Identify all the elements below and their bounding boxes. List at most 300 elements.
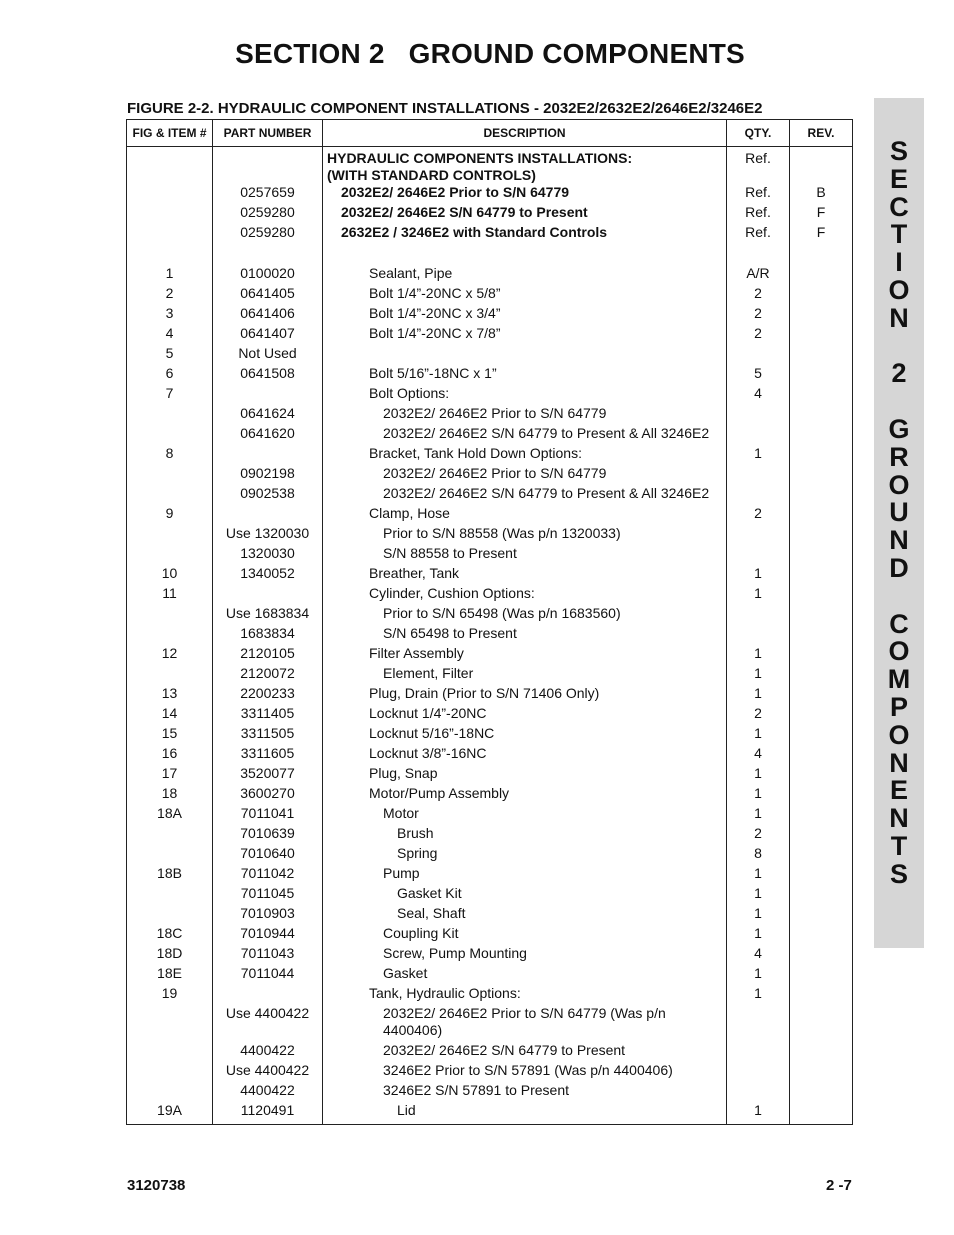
description-cell: Plug, Snap: [323, 765, 727, 785]
fig-item-cell: 18C: [127, 925, 213, 945]
qty-cell: 4: [727, 945, 790, 965]
part-number-cell: 0641620: [213, 425, 323, 445]
description-cell: 2032E2/ 2646E2 S/N 64779 to Present & All 3246E2: [323, 485, 727, 505]
description-cell: Clamp, Hose: [323, 505, 727, 525]
table-row: [127, 265, 853, 285]
part-number-cell: 1320030: [213, 545, 323, 565]
qty-cell: [727, 1062, 790, 1082]
part-number-cell: 7010903: [213, 905, 323, 925]
table-row: [127, 1102, 853, 1124]
fig-item-cell: [127, 224, 213, 265]
fig-item-cell: [127, 405, 213, 425]
fig-item-cell: 6: [127, 365, 213, 385]
description-cell: Tank, Hydraulic Options:: [323, 985, 727, 1005]
rev-cell: [790, 805, 853, 825]
fig-item-cell: [127, 525, 213, 545]
side-tab-letter: D: [889, 552, 909, 583]
rev-cell: [790, 1005, 853, 1042]
header-rev: REV.: [790, 120, 853, 147]
qty-cell: 1: [727, 965, 790, 985]
side-tab-letter: E: [889, 775, 908, 806]
description-cell: Pump: [323, 865, 727, 885]
side-tab-letter: U: [889, 497, 909, 528]
side-tab-letter: I: [895, 247, 903, 278]
part-number-cell: 4400422: [213, 1042, 323, 1062]
table-row: [127, 505, 853, 525]
qty-cell: 1: [727, 685, 790, 705]
description-cell: Brush: [323, 825, 727, 845]
part-number-cell: 0902198: [213, 465, 323, 485]
rev-cell: [790, 365, 853, 385]
side-tab-letter: R: [889, 441, 909, 472]
part-number-cell: 7010640: [213, 845, 323, 865]
table-row: [127, 425, 853, 445]
table-row: [127, 805, 853, 825]
rev-cell: [790, 285, 853, 305]
fig-item-cell: [127, 1062, 213, 1082]
fig-item-cell: [127, 665, 213, 685]
rev-cell: [790, 325, 853, 345]
rev-cell: [790, 625, 853, 645]
fig-item-cell: 18E: [127, 965, 213, 985]
part-number-cell: 7011043: [213, 945, 323, 965]
qty-cell: 1: [727, 565, 790, 585]
description-cell: 3246E2 S/N 57891 to Present: [323, 1082, 727, 1102]
part-number-cell: [213, 585, 323, 605]
side-tab-letter: N: [889, 747, 909, 778]
table-row: [127, 204, 853, 224]
fig-item-cell: [127, 545, 213, 565]
table-row: [127, 645, 853, 665]
table-row: [127, 405, 853, 425]
description-cell: Locknut 1/4”-20NC: [323, 705, 727, 725]
table-row: [127, 465, 853, 485]
description-cell: Prior to S/N 88558 (Was p/n 1320033): [323, 525, 727, 545]
rev-cell: [790, 1042, 853, 1062]
rev-cell: F: [790, 224, 853, 265]
rev-cell: F: [790, 204, 853, 224]
rev-cell: [790, 705, 853, 725]
fig-item-cell: [127, 625, 213, 645]
side-tab-letter: P: [889, 691, 908, 722]
rev-cell: [790, 565, 853, 585]
table-row: [127, 545, 853, 565]
rev-cell: [790, 147, 853, 185]
table-row: [127, 945, 853, 965]
part-number-cell: 3311505: [213, 725, 323, 745]
part-number-cell: 1120491: [213, 1102, 323, 1124]
description-cell: Bolt 1/4”-20NC x 3/4”: [323, 305, 727, 325]
side-tab-letter: O: [888, 469, 910, 500]
fig-item-cell: [127, 605, 213, 625]
page-number: 2 -7: [826, 1177, 852, 1194]
rev-cell: [790, 665, 853, 685]
part-number-cell: 7010639: [213, 825, 323, 845]
part-number-cell: Use 1320030: [213, 525, 323, 545]
table-row: [127, 385, 853, 405]
qty-cell: 1: [727, 785, 790, 805]
rev-cell: [790, 965, 853, 985]
qty-cell: Ref.: [727, 224, 790, 265]
rev-cell: [790, 265, 853, 285]
header-part-number: PART NUMBER: [213, 120, 323, 147]
table-row: [127, 285, 853, 305]
side-tab-letters: [874, 138, 924, 889]
description-cell: S/N 88558 to Present: [323, 545, 727, 565]
fig-item-cell: [127, 425, 213, 445]
qty-cell: Ref.: [727, 204, 790, 224]
side-tab-letter: O: [888, 274, 910, 305]
qty-cell: 2: [727, 505, 790, 525]
table-row: [127, 445, 853, 465]
qty-cell: Ref.: [727, 184, 790, 204]
rev-cell: [790, 345, 853, 365]
rev-cell: [790, 645, 853, 665]
rev-cell: [790, 505, 853, 525]
part-number-cell: 7011044: [213, 965, 323, 985]
part-number-cell: 0641508: [213, 365, 323, 385]
description-cell: Sealant, Pipe: [323, 265, 727, 285]
part-number-cell: 3600270: [213, 785, 323, 805]
side-tab-letter: T: [890, 830, 908, 861]
qty-cell: 2: [727, 305, 790, 325]
part-number-cell: 1683834: [213, 625, 323, 645]
rev-cell: [790, 465, 853, 485]
side-tab-letter: E: [889, 163, 908, 194]
fig-item-cell: [127, 485, 213, 505]
side-tab-letter: G: [888, 413, 910, 444]
part-number-cell: 0257659: [213, 184, 323, 204]
rev-cell: [790, 545, 853, 565]
header-description: DESCRIPTION: [323, 120, 727, 147]
qty-cell: 5: [727, 365, 790, 385]
description-cell: 2032E2/ 2646E2 S/N 64779 to Present & All 3246E2: [323, 425, 727, 445]
table-row: [127, 865, 853, 885]
rev-cell: [790, 685, 853, 705]
part-number-cell: 7011042: [213, 865, 323, 885]
table-row: [127, 1062, 853, 1082]
part-number-cell: [213, 385, 323, 405]
side-tab-letter: S: [889, 136, 908, 166]
side-tab-letter: O: [888, 636, 910, 667]
fig-item-cell: 11: [127, 585, 213, 605]
fig-item-cell: 4: [127, 325, 213, 345]
part-number-cell: 0641405: [213, 285, 323, 305]
table-row: [127, 365, 853, 385]
rev-cell: [790, 425, 853, 445]
part-number-cell: 2120105: [213, 645, 323, 665]
rev-cell: [790, 605, 853, 625]
description-cell: Seal, Shaft: [323, 905, 727, 925]
description-cell: Gasket Kit: [323, 885, 727, 905]
part-number-cell: [213, 985, 323, 1005]
table-row: [127, 825, 853, 845]
qty-cell: 1: [727, 865, 790, 885]
table-row: [127, 685, 853, 705]
rev-cell: [790, 725, 853, 745]
part-number-cell: 1340052: [213, 565, 323, 585]
doc-number: 3120738: [127, 1177, 186, 1194]
fig-item-cell: 18D: [127, 945, 213, 965]
table-row: [127, 965, 853, 985]
description-cell: Motor: [323, 805, 727, 825]
table-row: [127, 885, 853, 905]
table-row: [127, 605, 853, 625]
part-number-cell: 0641406: [213, 305, 323, 325]
part-number-cell: 0100020: [213, 265, 323, 285]
qty-cell: 1: [727, 765, 790, 785]
table-row: [127, 1042, 853, 1062]
rev-cell: [790, 825, 853, 845]
qty-cell: [727, 405, 790, 425]
description-cell: [323, 345, 727, 365]
qty-cell: 1: [727, 805, 790, 825]
description-cell: Prior to S/N 65498 (Was p/n 1683560): [323, 605, 727, 625]
part-number-cell: 0902538: [213, 485, 323, 505]
qty-cell: 1: [727, 725, 790, 745]
side-tab-letter: N: [889, 803, 909, 834]
table-row: [127, 585, 853, 605]
fig-item-cell: 7: [127, 385, 213, 405]
rev-cell: [790, 385, 853, 405]
fig-item-cell: 2: [127, 285, 213, 305]
fig-item-cell: 16: [127, 745, 213, 765]
fig-item-cell: 1: [127, 265, 213, 285]
section-side-tab: [874, 98, 924, 948]
description-cell: Motor/Pump Assembly: [323, 785, 727, 805]
part-number-cell: [213, 505, 323, 525]
description-cell: Bolt 1/4”-20NC x 7/8”: [323, 325, 727, 345]
description-cell: Screw, Pump Mounting: [323, 945, 727, 965]
table-row: [127, 565, 853, 585]
side-tab-letter: N: [889, 525, 909, 556]
description-cell: Cylinder, Cushion Options:: [323, 585, 727, 605]
part-number-cell: 0259280: [213, 224, 323, 265]
qty-cell: A/R: [727, 265, 790, 285]
table-row: [127, 785, 853, 805]
qty-cell: [727, 625, 790, 645]
part-number-cell: 2120072: [213, 665, 323, 685]
table-row: [127, 1082, 853, 1102]
parts-table: [126, 119, 853, 1125]
table-row: [127, 985, 853, 1005]
part-number-cell: 0641624: [213, 405, 323, 425]
qty-cell: 1: [727, 905, 790, 925]
description-cell: Bracket, Tank Hold Down Options:: [323, 445, 727, 465]
table-row: [127, 925, 853, 945]
part-number-cell: Use 4400422: [213, 1062, 323, 1082]
fig-item-cell: 19: [127, 985, 213, 1005]
description-cell: Locknut 5/16”-18NC: [323, 725, 727, 745]
description-cell: 2032E2/ 2646E2 Prior to S/N 64779: [323, 465, 727, 485]
table-row: [127, 485, 853, 505]
rev-cell: [790, 845, 853, 865]
side-tab-letter: 2: [891, 358, 907, 389]
fig-item-cell: 19A: [127, 1102, 213, 1124]
table-row: [127, 325, 853, 345]
fig-item-cell: [127, 184, 213, 204]
table-row: [127, 224, 853, 265]
qty-cell: 2: [727, 285, 790, 305]
description-cell: Locknut 3/8”-16NC: [323, 745, 727, 765]
fig-item-cell: 13: [127, 685, 213, 705]
description-cell: Spring: [323, 845, 727, 865]
description-cell: 2032E2/ 2646E2 Prior to S/N 64779 (Was p/n 4400406): [323, 1005, 727, 1042]
rev-cell: [790, 1082, 853, 1102]
qty-cell: 1: [727, 985, 790, 1005]
rev-cell: [790, 885, 853, 905]
rev-cell: [790, 865, 853, 885]
fig-item-cell: [127, 1005, 213, 1042]
fig-item-cell: [127, 465, 213, 485]
qty-cell: Ref.: [727, 147, 790, 185]
table-row: [127, 745, 853, 765]
qty-cell: 1: [727, 585, 790, 605]
description-cell: 2032E2/ 2646E2 S/N 64779 to Present: [323, 1042, 727, 1062]
description-cell: 2032E2/ 2646E2 Prior to S/N 64779: [323, 184, 727, 204]
qty-cell: 1: [727, 1102, 790, 1124]
part-number-cell: 7010944: [213, 925, 323, 945]
fig-item-cell: 3: [127, 305, 213, 325]
qty-cell: [727, 605, 790, 625]
fig-item-cell: [127, 845, 213, 865]
qty-cell: [727, 1082, 790, 1102]
fig-item-cell: 10: [127, 565, 213, 585]
side-tab-letter: C: [889, 191, 909, 222]
qty-cell: 1: [727, 925, 790, 945]
part-number-cell: Use 1683834: [213, 605, 323, 625]
rev-cell: [790, 405, 853, 425]
fig-item-cell: [127, 885, 213, 905]
fig-item-cell: 17: [127, 765, 213, 785]
part-number-cell: [213, 445, 323, 465]
part-number-cell: 0641407: [213, 325, 323, 345]
rev-cell: [790, 905, 853, 925]
qty-cell: [727, 1042, 790, 1062]
table-row: [127, 845, 853, 865]
fig-item-cell: 14: [127, 705, 213, 725]
qty-cell: [727, 345, 790, 365]
rev-cell: [790, 305, 853, 325]
side-tab-letter: N: [889, 302, 909, 333]
description-cell: Bolt 1/4”-20NC x 5/8”: [323, 285, 727, 305]
description-cell: Element, Filter: [323, 665, 727, 685]
section-title: SECTION 2 GROUND COMPONENTS: [235, 38, 745, 69]
fig-item-cell: 15: [127, 725, 213, 745]
table-row: [127, 1005, 853, 1042]
part-number-cell: 3311405: [213, 705, 323, 725]
qty-cell: [727, 1005, 790, 1042]
part-number-cell: 7011045: [213, 885, 323, 905]
description-cell: Coupling Kit: [323, 925, 727, 945]
rev-cell: [790, 925, 853, 945]
fig-item-cell: [127, 1042, 213, 1062]
table-row: [127, 905, 853, 925]
description-cell: HYDRAULIC COMPONENTS INSTALLATIONS: (WITH STANDARD CONTROLS): [323, 147, 727, 185]
description-cell: 2632E2 / 3246E2 with Standard Controls: [323, 224, 727, 265]
qty-cell: [727, 485, 790, 505]
description-cell: Bolt Options:: [323, 385, 727, 405]
part-number-cell: 2200233: [213, 685, 323, 705]
qty-cell: [727, 465, 790, 485]
rev-cell: [790, 485, 853, 505]
fig-item-cell: 18B: [127, 865, 213, 885]
description-cell: Filter Assembly: [323, 645, 727, 665]
fig-item-cell: 12: [127, 645, 213, 665]
table-row: [127, 525, 853, 545]
description-cell: Gasket: [323, 965, 727, 985]
fig-item-cell: 18: [127, 785, 213, 805]
description-cell: 3246E2 Prior to S/N 57891 (Was p/n 4400406): [323, 1062, 727, 1082]
figure-title: FIGURE 2-2. HYDRAULIC COMPONENT INSTALLATIONS - 2032E2/2632E2/2646E2/3246E2: [127, 100, 763, 117]
qty-cell: 1: [727, 645, 790, 665]
parts-table-body: [127, 147, 853, 1125]
rev-cell: [790, 1062, 853, 1082]
table-header-row: [127, 120, 853, 147]
rev-cell: [790, 745, 853, 765]
qty-cell: [727, 425, 790, 445]
table-row: [127, 725, 853, 745]
fig-item-cell: 8: [127, 445, 213, 465]
qty-cell: [727, 525, 790, 545]
qty-cell: 2: [727, 705, 790, 725]
rev-cell: [790, 785, 853, 805]
part-number-cell: 4400422: [213, 1082, 323, 1102]
fig-item-cell: [127, 825, 213, 845]
side-tab-letter: S: [889, 858, 908, 889]
rev-cell: [790, 585, 853, 605]
description-cell: Bolt 5/16”-18NC x 1”: [323, 365, 727, 385]
qty-cell: 4: [727, 745, 790, 765]
side-tab-letter: T: [890, 219, 908, 250]
qty-cell: 2: [727, 825, 790, 845]
qty-cell: 1: [727, 445, 790, 465]
table-row: [127, 765, 853, 785]
fig-item-cell: [127, 905, 213, 925]
part-number-cell: 3311605: [213, 745, 323, 765]
qty-cell: 2: [727, 325, 790, 345]
fig-item-cell: 18A: [127, 805, 213, 825]
description-cell: Breather, Tank: [323, 565, 727, 585]
rev-cell: [790, 945, 853, 965]
fig-item-cell: 9: [127, 505, 213, 525]
table-row: [127, 625, 853, 645]
side-tab-letter: C: [889, 608, 909, 639]
table-row: [127, 665, 853, 685]
part-number-cell: Not Used: [213, 345, 323, 365]
part-number-cell: 3520077: [213, 765, 323, 785]
qty-cell: [727, 545, 790, 565]
table-row: [127, 305, 853, 325]
qty-cell: 8: [727, 845, 790, 865]
description-cell: Plug, Drain (Prior to S/N 71406 Only): [323, 685, 727, 705]
description-cell: 2032E2/ 2646E2 S/N 64779 to Present: [323, 204, 727, 224]
fig-item-cell: [127, 204, 213, 224]
part-number-cell: [213, 147, 323, 185]
part-number-cell: Use 4400422: [213, 1005, 323, 1042]
part-number-cell: 7011041: [213, 805, 323, 825]
rev-cell: [790, 1102, 853, 1124]
fig-item-cell: [127, 1082, 213, 1102]
rev-cell: [790, 765, 853, 785]
rev-cell: [790, 525, 853, 545]
rev-cell: [790, 445, 853, 465]
table-row: [127, 345, 853, 365]
side-tab-letter: O: [888, 719, 910, 750]
side-tab-letter: M: [887, 664, 911, 695]
fig-item-cell: 5: [127, 345, 213, 365]
description-cell: S/N 65498 to Present: [323, 625, 727, 645]
